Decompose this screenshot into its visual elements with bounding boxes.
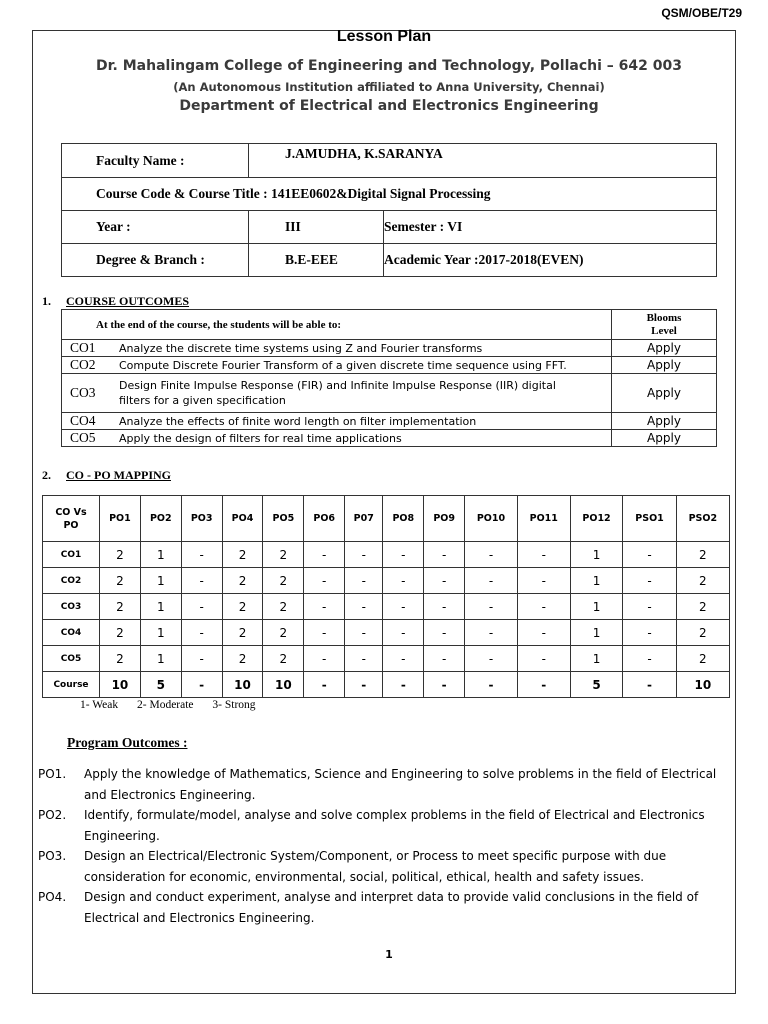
mapping-cell: -	[465, 568, 518, 594]
mapping-cell: -	[465, 646, 518, 672]
po-column-header: PO8	[383, 496, 424, 542]
mapping-cell: 1	[570, 542, 623, 568]
mapping-cell: -	[623, 672, 676, 698]
co-row	[62, 357, 717, 374]
co-description: Design Finite Impulse Response (FIR) and Infinite Impulse Response (IIR) digital filters for a given specification	[119, 374, 612, 413]
co-level: Apply	[612, 374, 717, 413]
mapping-cell: -	[424, 568, 465, 594]
legend-weak: 1- Weak	[80, 699, 119, 711]
po-id: PO2.	[38, 808, 67, 822]
course-code-title: Course Code & Course Title : 141EE0602&Digital Signal Processing	[62, 178, 717, 211]
mapping-cell: -	[623, 646, 676, 672]
document-code: QSM/OBE/T29	[661, 6, 742, 20]
mapping-cell: -	[181, 542, 222, 568]
mapping-cell: -	[181, 646, 222, 672]
degree-label: Degree & Branch :	[62, 244, 249, 277]
mapping-cell: -	[181, 594, 222, 620]
mapping-cell: -	[304, 672, 345, 698]
co-level: Apply	[612, 340, 717, 357]
co-description: Analyze the effects of finite word length on filter implementation	[119, 413, 612, 430]
course-outcomes-heading: 1. COURSE OUTCOMES	[42, 294, 190, 308]
program-outcome-item	[38, 764, 738, 805]
co-description: Analyze the discrete time systems using Z and Fourier transforms	[119, 340, 612, 357]
mapping-cell: 2	[100, 542, 141, 568]
co-id: CO2	[62, 357, 120, 374]
mapping-cell: -	[465, 620, 518, 646]
co-id: CO4	[62, 413, 120, 430]
co-id: CO3	[62, 374, 120, 413]
mapping-cell: -	[465, 542, 518, 568]
mapping-cell: -	[181, 672, 222, 698]
po-column-header: PO5	[263, 496, 304, 542]
co-description: Compute Discrete Fourier Transform of a given discrete time sequence using FFT.	[119, 357, 612, 374]
program-outcomes-title: Program Outcomes :	[67, 735, 188, 750]
row-label: CO5	[43, 646, 100, 672]
po-column-header: PO4	[222, 496, 263, 542]
mapping-cell: 1	[570, 594, 623, 620]
co-level: Apply	[612, 413, 717, 430]
mapping-cell: 2	[263, 542, 304, 568]
mapping-cell: 5	[140, 672, 181, 698]
mapping-cell: 1	[570, 568, 623, 594]
po-column-header: PO9	[424, 496, 465, 542]
row-label: CO4	[43, 620, 100, 646]
co-level: Apply	[612, 430, 717, 447]
mapping-cell: -	[517, 646, 570, 672]
co-row	[62, 374, 717, 413]
academic-year: Academic Year :2017-2018(EVEN)	[384, 244, 717, 277]
mapping-cell: 2	[100, 620, 141, 646]
mapping-cell: -	[465, 672, 518, 698]
po-column-header: PO11	[517, 496, 570, 542]
mapping-cell: 2	[676, 594, 729, 620]
po-id: PO3.	[38, 849, 67, 863]
co-mapping-row	[43, 594, 730, 620]
mapping-cell: -	[383, 594, 424, 620]
page-title: Lesson Plan	[336, 28, 432, 45]
co-mapping-row	[43, 542, 730, 568]
mapping-cell: 2	[222, 594, 263, 620]
co-mapping-row	[43, 620, 730, 646]
mapping-cell: 2	[263, 568, 304, 594]
mapping-cell: -	[304, 646, 345, 672]
mapping-cell: -	[304, 594, 345, 620]
mapping-cell: 1	[140, 594, 181, 620]
mapping-cell: 2	[676, 542, 729, 568]
mapping-cell: 1	[140, 542, 181, 568]
po-column-header: PO12	[570, 496, 623, 542]
mapping-cell: 1	[140, 646, 181, 672]
mapping-cell: 2	[100, 646, 141, 672]
mapping-cell: 2	[100, 568, 141, 594]
mapping-cell: 1	[570, 646, 623, 672]
po-column-header: PSO1	[623, 496, 676, 542]
mapping-cell: -	[424, 646, 465, 672]
row-label: Course	[43, 672, 100, 698]
mapping-cell: -	[517, 594, 570, 620]
mapping-cell: 5	[570, 672, 623, 698]
po-text: Design and conduct experiment, analyse and interpret data to provide valid conclusions in the field of Electrical and Electronics Engineering.	[84, 890, 699, 925]
blooms-level-header: Blooms Level	[612, 310, 717, 340]
co-id: CO5	[62, 430, 120, 447]
co-row	[62, 430, 717, 447]
mapping-cell: 1	[140, 620, 181, 646]
mapping-cell: -	[623, 568, 676, 594]
mapping-cell: 1	[570, 620, 623, 646]
college-name: Dr. Mahalingam College of Engineering and Technology, Pollachi – 642 003	[96, 58, 682, 74]
mapping-cell: 10	[100, 672, 141, 698]
mapping-cell: -	[424, 620, 465, 646]
legend-moderate: 2- Moderate	[137, 699, 194, 711]
mapping-cell: 2	[263, 620, 304, 646]
co-po-mapping-heading: 2. CO - PO MAPPING	[42, 468, 171, 482]
mapping-cell: -	[383, 542, 424, 568]
mapping-cell: -	[345, 568, 383, 594]
course-info-table	[61, 143, 717, 277]
po-column-header: PO1	[100, 496, 141, 542]
mapping-cell: 2	[222, 568, 263, 594]
row-label: CO3	[43, 594, 100, 620]
mapping-cell: -	[345, 594, 383, 620]
po-text: Apply the knowledge of Mathematics, Science and Engineering to solve problems in the field of Electrical and Electronics Engineering.	[84, 767, 717, 802]
po-column-header: P07	[345, 496, 383, 542]
course-outcomes-table	[61, 309, 717, 447]
mapping-cell: -	[424, 542, 465, 568]
mapping-cell: -	[181, 620, 222, 646]
faculty-label: Faculty Name :	[62, 144, 249, 178]
semester: Semester : VI	[384, 211, 717, 244]
degree-value: B.E-EEE	[249, 244, 384, 277]
mapping-cell: -	[181, 568, 222, 594]
mapping-cell: 2	[263, 646, 304, 672]
co-id: CO1	[62, 340, 120, 357]
po-column-header: PO2	[140, 496, 181, 542]
mapping-cell: -	[383, 568, 424, 594]
co-mapping-row	[43, 646, 730, 672]
mapping-cell: 2	[222, 620, 263, 646]
mapping-cell: 10	[263, 672, 304, 698]
mapping-cell: -	[517, 620, 570, 646]
program-outcome-item	[38, 887, 738, 928]
page-number: 1	[385, 948, 393, 961]
po-id: PO4.	[38, 890, 67, 904]
co-description: Apply the design of filters for real time applications	[119, 430, 612, 447]
department-name: Department of Electrical and Electronics Engineering	[179, 98, 599, 114]
co-po-mapping-table	[42, 495, 730, 698]
mapping-cell: 2	[676, 646, 729, 672]
co-table-header: At the end of the course, the students will be able to:	[62, 310, 612, 340]
mapping-cell: -	[345, 542, 383, 568]
mapping-cell: -	[424, 672, 465, 698]
mapping-cell: 2	[222, 646, 263, 672]
po-header-row	[43, 496, 730, 542]
mapping-legend	[80, 699, 272, 711]
mapping-cell: -	[623, 620, 676, 646]
po-text: Identify, formulate/model, analyse and solve complex problems in the field of Electrical and Electronics Engineering.	[84, 808, 705, 843]
mapping-cell: -	[383, 620, 424, 646]
program-outcome-item	[38, 805, 738, 846]
mapping-cell: -	[304, 620, 345, 646]
faculty-value: J.AMUDHA, K.SARANYA	[249, 144, 717, 178]
mapping-cell: 2	[263, 594, 304, 620]
co-row	[62, 413, 717, 430]
program-outcomes-list	[38, 764, 738, 928]
mapping-cell: -	[304, 542, 345, 568]
mapping-cell: 2	[676, 568, 729, 594]
course-total-row	[43, 672, 730, 698]
po-column-header: PO10	[465, 496, 518, 542]
mapping-cell: -	[465, 594, 518, 620]
mapping-cell: 2	[222, 542, 263, 568]
legend-strong: 3- Strong	[212, 699, 256, 711]
mapping-cell: -	[345, 672, 383, 698]
co-level: Apply	[612, 357, 717, 374]
mapping-cell: 2	[676, 620, 729, 646]
year-label: Year :	[62, 211, 249, 244]
program-outcome-item	[38, 846, 738, 887]
po-column-header: PO3	[181, 496, 222, 542]
row-label: CO1	[43, 542, 100, 568]
year-value: III	[249, 211, 384, 244]
po-column-header: PSO2	[676, 496, 729, 542]
po-text: Design an Electrical/Electronic System/Component, or Process to meet specific purpose with due consideration for economic, environmental, social, political, ethical, health and safety issues.	[84, 849, 667, 884]
co-mapping-row	[43, 568, 730, 594]
mapping-cell: -	[517, 672, 570, 698]
co-row	[62, 340, 717, 357]
mapping-cell: 10	[222, 672, 263, 698]
mapping-cell: -	[623, 594, 676, 620]
mapping-cell: -	[383, 646, 424, 672]
row-label: CO2	[43, 568, 100, 594]
college-affiliation: (An Autonomous Institution affiliated to Anna University, Chennai)	[173, 80, 605, 94]
mapping-cell: -	[345, 620, 383, 646]
mapping-cell: 1	[140, 568, 181, 594]
mapping-cell: -	[517, 542, 570, 568]
mapping-cell: -	[517, 568, 570, 594]
corner-header: CO Vs PO	[43, 496, 100, 542]
po-id: PO1.	[38, 767, 67, 781]
mapping-cell: -	[345, 646, 383, 672]
mapping-cell: -	[623, 542, 676, 568]
mapping-cell: 2	[100, 594, 141, 620]
mapping-cell: -	[304, 568, 345, 594]
mapping-cell: 10	[676, 672, 729, 698]
po-column-header: PO6	[304, 496, 345, 542]
mapping-cell: -	[424, 594, 465, 620]
mapping-cell: -	[383, 672, 424, 698]
